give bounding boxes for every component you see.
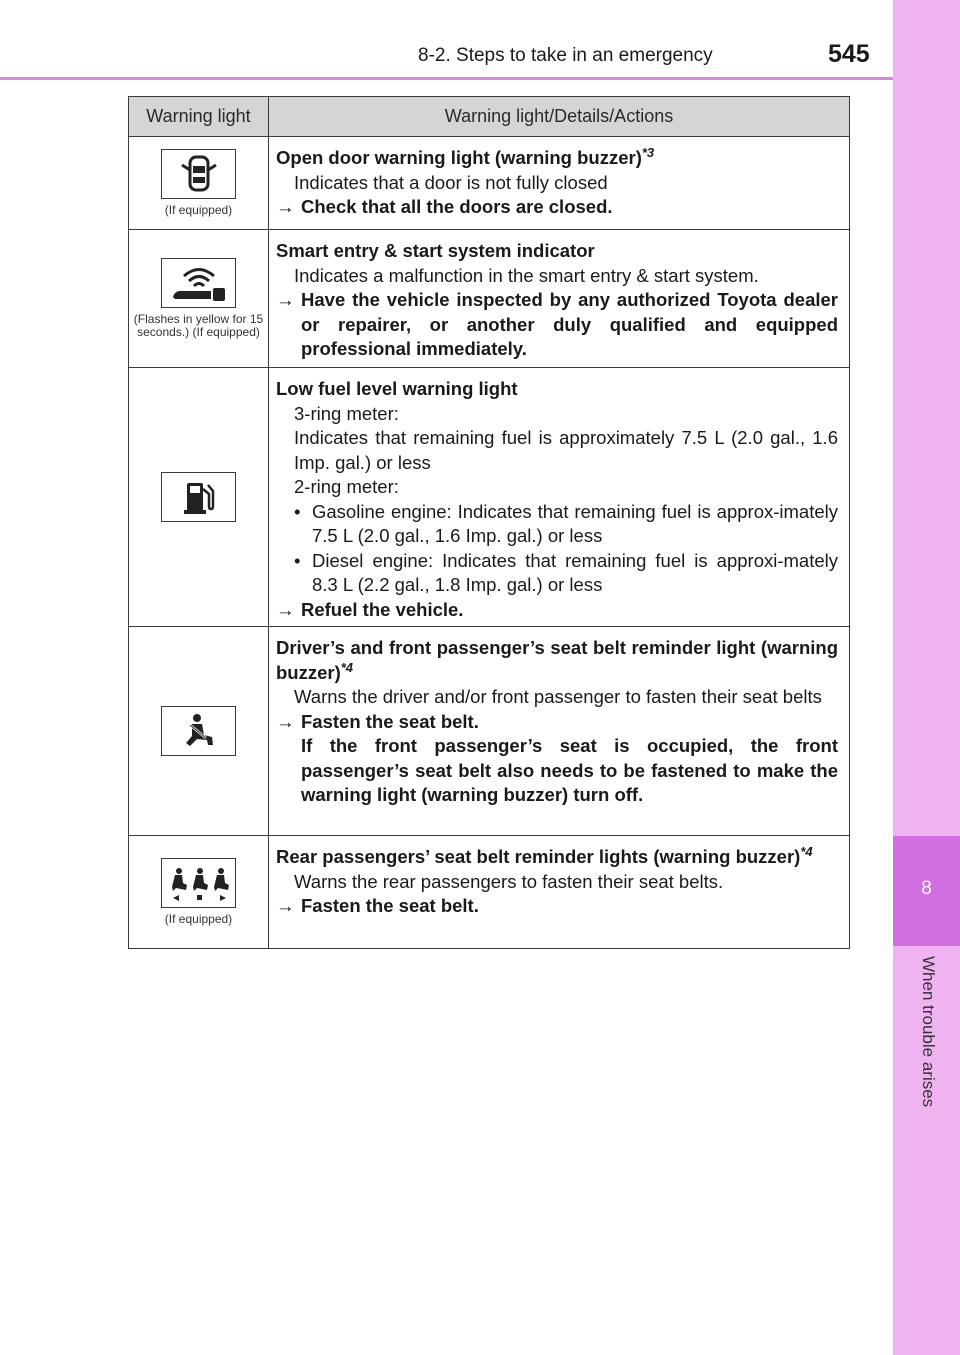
action-note: If the front passenger’s seat is occupied, the front passenger’s seat belt also needs to be fastened to make the warning light (warning buzzer) turn off. <box>301 735 838 805</box>
icon-note: (Flashes in yellow for 15 seconds.) (If equipped) <box>133 312 264 339</box>
table-row <box>129 836 849 948</box>
open-door-warning-icon <box>161 149 236 199</box>
icon-cell <box>129 137 269 229</box>
table-row <box>129 627 849 836</box>
icon-note: (If equipped) <box>164 203 233 217</box>
row-title: Rear passengers’ seat belt reminder lights (warning buzzer) <box>276 846 801 867</box>
page-number: 545 <box>828 40 870 68</box>
table-row <box>129 137 849 230</box>
footnote-ref: *4 <box>800 843 813 859</box>
col-header-warning-light: Warning light <box>129 97 269 136</box>
chapter-title: When trouble arises <box>919 956 938 1108</box>
details-cell <box>269 836 849 948</box>
chapter-number: 8 <box>921 878 932 899</box>
warning-light-table <box>128 96 850 949</box>
action-text: → Fasten the seat belt. <box>276 710 838 735</box>
details-cell <box>269 627 849 835</box>
arrow-icon: → <box>276 289 295 310</box>
details-cell <box>269 230 849 367</box>
detail-text: Indicates that a door is not fully closed <box>294 171 608 193</box>
action-text: → Check that all the doors are closed. <box>276 195 838 220</box>
details-cell <box>269 137 849 229</box>
table-row <box>129 368 849 627</box>
bullet-icon: • <box>294 500 301 522</box>
action-text: → Refuel the vehicle. <box>276 598 838 623</box>
icon-cell <box>129 836 269 948</box>
seat-belt-icon <box>161 706 236 756</box>
detail-text: Warns the driver and/or front passenger to fasten their seat belts <box>294 686 822 707</box>
row-title: Driver’s and front passenger’s seat belt reminder light (warning buzzer) <box>276 637 838 683</box>
smart-key-icon <box>161 258 236 308</box>
list-item: • Gasoline engine: Indicates that remaining fuel is approx-imately 7.5 L (2.0 gal., 1.6 Imp. gal.) or less <box>294 500 838 546</box>
rear-seat-belts-icon <box>161 858 236 908</box>
arrow-icon: → <box>276 196 295 217</box>
arrow-icon: → <box>276 598 295 620</box>
table-row <box>129 230 849 368</box>
icon-cell <box>129 230 269 367</box>
icon-cell <box>129 627 269 835</box>
row-title: Low fuel level warning light <box>276 378 518 399</box>
row-title: Smart entry & start system indicator <box>276 240 595 261</box>
detail-text: 2-ring meter: <box>294 476 399 497</box>
chapter-side-tab <box>893 0 960 1355</box>
arrow-icon: → <box>276 895 295 916</box>
table-header <box>129 97 849 137</box>
section-title: 8-2. Steps to take in an emergency <box>418 45 713 66</box>
arrow-icon: → <box>276 710 295 732</box>
footnote-ref: *3 <box>641 144 655 160</box>
list-item: • Diesel engine: Indicates that remaining fuel is approxi-mately 8.3 L (2.2 gal., 1.8 Imp. gal.) or less <box>294 549 838 595</box>
icon-note: (If equipped) <box>164 912 233 926</box>
action-text: → Have the vehicle inspected by any authorized Toyota dealer or repairer, or another duly qualified and equipped professional immediately. <box>276 289 838 359</box>
bullet-icon: • <box>294 549 301 571</box>
icon-cell <box>129 368 269 626</box>
row-title: Open door warning light (warning buzzer) <box>276 147 642 168</box>
footnote-ref: *4 <box>340 659 354 675</box>
detail-text: Indicates that remaining fuel is approximately 7.5 L (2.0 gal., 1.6 Imp. gal.) or less <box>294 427 838 473</box>
detail-text: Indicates a malfunction in the smart entry & start system. <box>294 264 759 286</box>
detail-text: 3-ring meter: <box>294 402 399 424</box>
action-text: → Fasten the seat belt. <box>276 894 838 919</box>
chapter-title-vertical <box>916 956 940 1141</box>
col-header-details: Warning light/Details/Actions <box>444 106 674 126</box>
detail-text: Warns the rear passengers to fasten their seat belts. <box>294 870 724 892</box>
details-cell <box>269 368 849 626</box>
fuel-pump-icon <box>161 472 236 522</box>
header-divider <box>0 77 893 80</box>
